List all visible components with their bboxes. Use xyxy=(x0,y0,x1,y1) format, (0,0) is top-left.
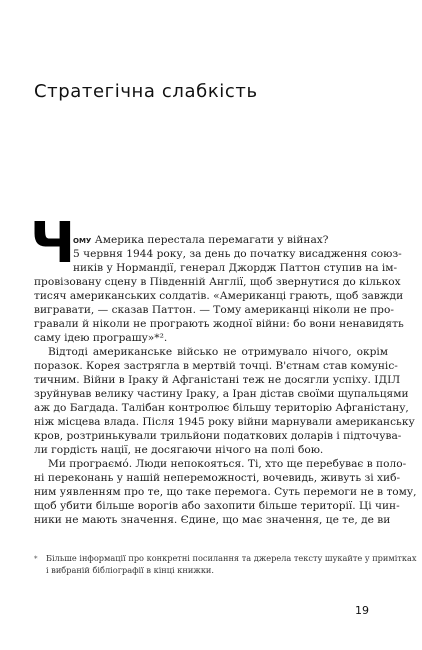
text-line-8: саму ідею програшу»*². xyxy=(34,332,168,344)
text-line-12: зруйнував велику частину Іраку, а Іран дістав своїми щупальцями xyxy=(34,388,409,400)
text-line-21: ники не мають значення. Єдине, що має значення, це те, де ви xyxy=(34,514,391,526)
footnote-mark: * xyxy=(34,555,38,563)
text-line-9: Відтоді американське військо не отримувало нічого, окрім xyxy=(48,346,388,358)
text-line-2: 5 червня 1944 року, за день до початку висадження союз- xyxy=(73,248,402,260)
footnote-line-2: і вибраній бібліографії в кінці книжки. xyxy=(46,565,214,575)
text-line-13: аж до Багдада. Талібан контролює більшу територію Афганістану, xyxy=(34,402,409,414)
text-line-16: ли гордість нації, не досягаючи нічого на полі бою. xyxy=(34,444,324,456)
text-line-3: ників у Нормандії, генерал Джордж Паттон ступив на ім- xyxy=(73,262,398,274)
text-line-6: вигравати, — сказав Паттон. — Тому американці ніколи не про- xyxy=(34,304,394,316)
text-line-19: ним уявленням про те, що таке перемога. Суть перемоги не в тому, xyxy=(34,486,417,498)
text-line-10: поразок. Корея застрягла в мертвій точці. В'єтнам став комуніс- xyxy=(34,360,398,372)
text-line-4: провізовану сцену в Південній Англії, щоб звернутися до кількох xyxy=(34,276,401,288)
text-line-1-rest: Америка перестала перемагати у війнах? xyxy=(91,234,329,246)
text-line-17: Ми програємо́. Люди непокояться. Ті, хто ще перебуває в поло- xyxy=(48,458,407,470)
text-line-7: гравали й ніколи не програють жодної війни: бо вони ненавидять xyxy=(34,318,404,330)
drop-cap: Ч xyxy=(30,211,76,276)
chapter-heading: Стратегічна слабкість xyxy=(34,81,258,102)
text-line-11: тичним. Війни в Іраку й Афганістані теж не досягли успіху. ІДІЛ xyxy=(34,374,401,386)
text-line-5: тисяч американських солдатів. «Американці грають, щоб завжди xyxy=(34,290,404,302)
footnote-line-1: Більше інформації про конкретні посилання та джерела тексту шукайте у примітках xyxy=(46,553,417,563)
text-line-20: щоб убити більше ворогів або захопити більше території. Ці чин- xyxy=(34,500,400,512)
text-line-18: ні переконань у нашій непереможності, вочевидь, живуть зі хиб- xyxy=(34,472,401,484)
first-word: ому xyxy=(73,235,92,246)
text-line-14: ніж місцева влада. Після 1945 року війни марнували американську xyxy=(34,416,415,428)
text-line-1 xyxy=(73,234,328,247)
text-line-15: кров, розтринькували трильйони податкових доларів і підточува- xyxy=(34,430,402,442)
page-number: 19 xyxy=(355,604,369,617)
